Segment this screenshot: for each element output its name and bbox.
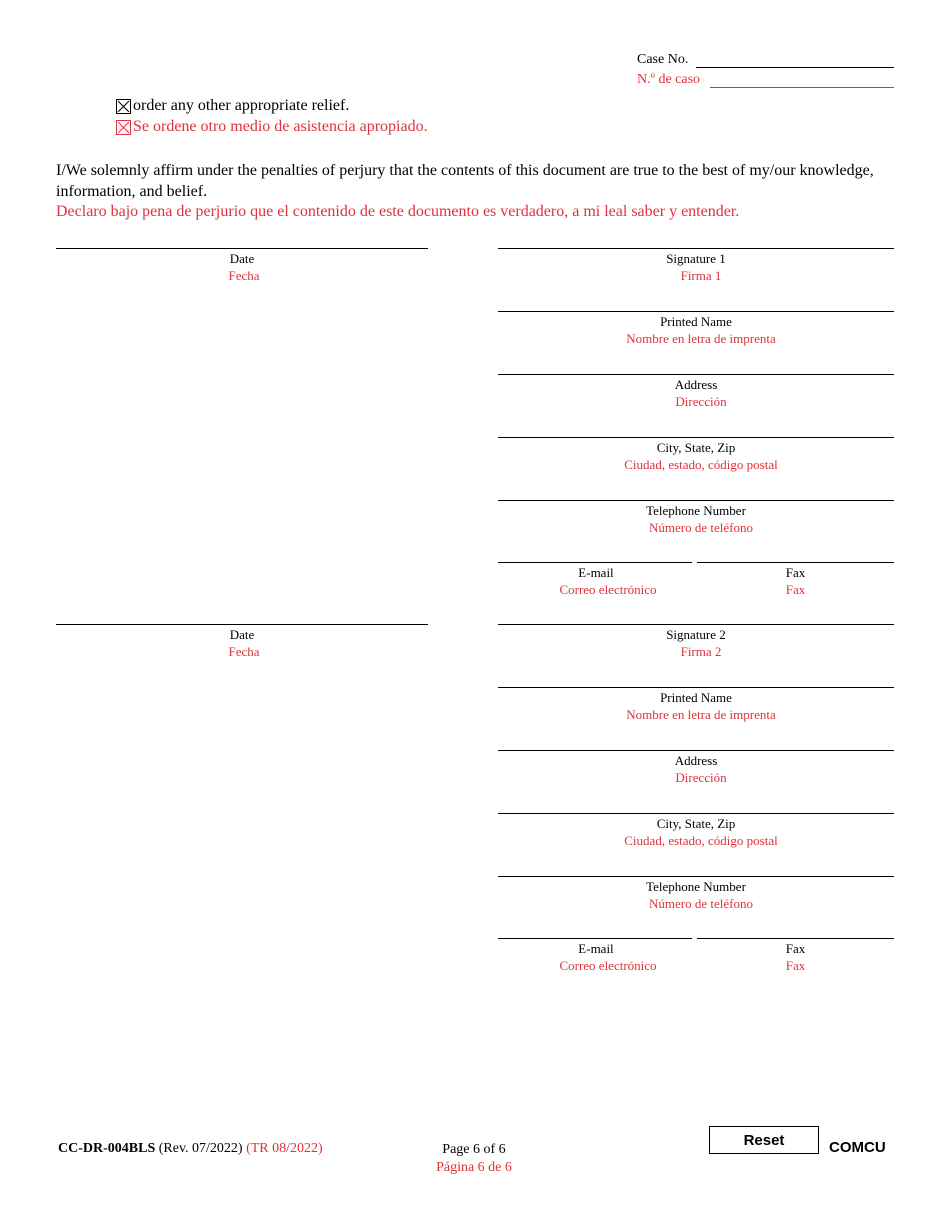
fax-field-1[interactable] xyxy=(697,562,894,563)
address-label: Address xyxy=(674,753,718,768)
signature-label: Signature 1 xyxy=(666,251,726,266)
telephone-field-2[interactable] xyxy=(498,876,894,877)
email-field-2[interactable] xyxy=(498,938,692,939)
form-revision: (Rev. 07/2022) xyxy=(158,1141,243,1156)
affirmation-text-es: Declaro bajo pena de perjurio que el contenido de este documento es verdadero, a mi leal saber y entender. xyxy=(56,203,740,220)
fax-label: Fax xyxy=(785,565,806,580)
city-label-es: Ciudad, estado, código postal xyxy=(624,833,778,848)
affirmation-text: I/We solemnly affirm under the penalties of perjury that the contents of this document are true to the best of my/our knowledge, information, and belief. xyxy=(56,162,874,200)
signature-field-1[interactable] xyxy=(498,248,894,249)
city-state-zip-field-1[interactable] xyxy=(498,437,894,438)
phone-label: Telephone Number xyxy=(646,879,746,894)
address-label-es: Dirección xyxy=(675,394,727,409)
relief-label: order any other appropriate relief. xyxy=(133,97,350,114)
x-mark-icon xyxy=(117,121,130,134)
signature-label-es: Firma 1 xyxy=(680,268,722,283)
signature-field-2[interactable] xyxy=(498,624,894,625)
form-translation-date: (TR 08/2022) xyxy=(246,1141,323,1156)
fax-field-2[interactable] xyxy=(697,938,894,939)
date-field-1[interactable] xyxy=(56,248,428,249)
city-label: City, State, Zip xyxy=(656,440,736,455)
fax-label-es: Fax xyxy=(785,582,806,597)
fax-label-es: Fax xyxy=(785,958,806,973)
form-identifier xyxy=(58,1141,323,1157)
agency-code: COMCU xyxy=(829,1139,886,1156)
form-code: CC-DR-004BLS xyxy=(58,1141,156,1156)
printed-label-es: Nombre en letra de imprenta xyxy=(626,707,776,722)
relief-option xyxy=(116,97,349,115)
case-number-label-es: N.º de caso xyxy=(637,72,701,87)
email-label: E-mail xyxy=(578,941,614,956)
email-label-es: Correo electrónico xyxy=(559,582,657,597)
fax-label: Fax xyxy=(785,941,806,956)
printed-name-field-1[interactable] xyxy=(498,311,894,312)
address-label-es: Dirección xyxy=(675,770,727,785)
email-label: E-mail xyxy=(578,565,614,580)
reset-button[interactable]: Reset xyxy=(709,1126,819,1154)
x-mark-icon xyxy=(117,100,130,113)
signature-label: Signature 2 xyxy=(666,627,726,642)
printed-label: Printed Name xyxy=(660,314,732,329)
case-number-field-es xyxy=(710,87,894,88)
date-label: Date xyxy=(229,251,255,266)
date-label: Date xyxy=(229,627,255,642)
date-label-es: Fecha xyxy=(228,268,260,283)
phone-label: Telephone Number xyxy=(646,503,746,518)
date-label-es: Fecha xyxy=(228,644,260,659)
city-state-zip-field-2[interactable] xyxy=(498,813,894,814)
relief-checkbox-es[interactable] xyxy=(116,120,131,135)
email-label-es: Correo electrónico xyxy=(559,958,657,973)
printed-label: Printed Name xyxy=(660,690,732,705)
relief-label-es: Se ordene otro medio de asistencia apropiado. xyxy=(133,118,428,135)
phone-label-es: Número de teléfono xyxy=(649,896,753,911)
address-field-2[interactable] xyxy=(498,750,894,751)
date-field-2[interactable] xyxy=(56,624,428,625)
printed-label-es: Nombre en letra de imprenta xyxy=(626,331,776,346)
email-field-1[interactable] xyxy=(498,562,692,563)
case-number-label: Case No. xyxy=(637,52,689,67)
relief-checkbox[interactable] xyxy=(116,99,131,114)
printed-name-field-2[interactable] xyxy=(498,687,894,688)
telephone-field-1[interactable] xyxy=(498,500,894,501)
city-label: City, State, Zip xyxy=(656,816,736,831)
phone-label-es: Número de teléfono xyxy=(649,520,753,535)
relief-option-es xyxy=(116,118,428,136)
signature-label-es: Firma 2 xyxy=(680,644,722,659)
city-label-es: Ciudad, estado, código postal xyxy=(624,457,778,472)
case-number-field[interactable] xyxy=(696,67,894,68)
page-number: Page 6 of 6 xyxy=(442,1142,506,1157)
address-field-1[interactable] xyxy=(498,374,894,375)
address-label: Address xyxy=(674,377,718,392)
page-number-es: Página 6 de 6 xyxy=(436,1160,512,1175)
